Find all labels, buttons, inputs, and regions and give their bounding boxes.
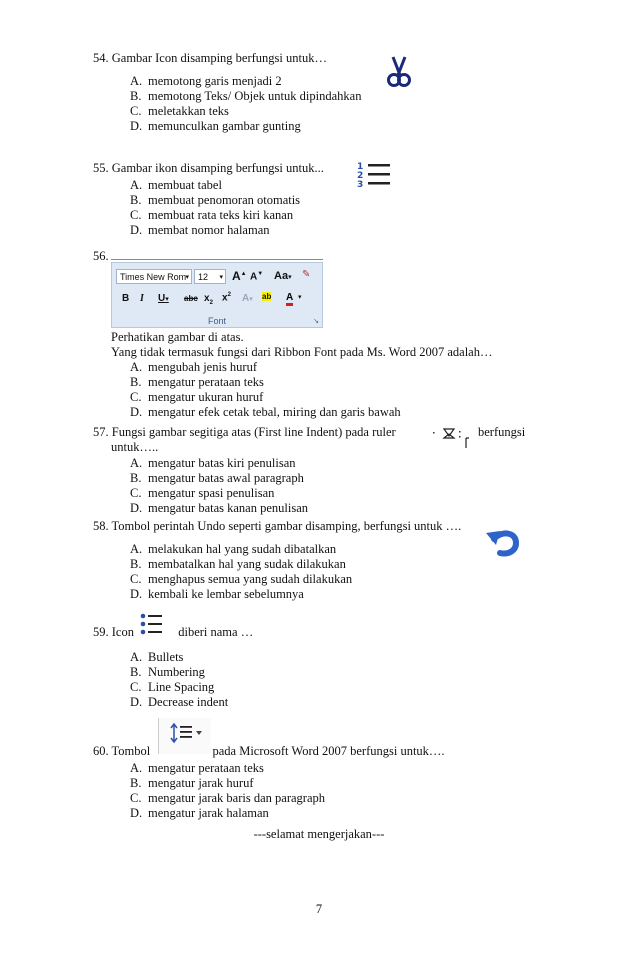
- question-60: [93, 744, 543, 821]
- ribbon-font-group: [111, 262, 323, 328]
- option: C. mengatur jarak baris dan paragraph: [130, 791, 326, 805]
- question-57-options: [130, 456, 533, 516]
- question-60-stem-tail: pada Microsoft Word 2007 berfungsi untuk….: [212, 744, 445, 758]
- svg-text:2: 2: [357, 171, 364, 181]
- chevron-down-icon: ▾: [219, 274, 223, 281]
- dialog-launcher-icon[interactable]: ↘: [313, 318, 319, 325]
- question-56-line1: Perhatikan gambar di atas.: [111, 330, 244, 344]
- option: B. mengatur perataan teks: [130, 375, 264, 389]
- text-effects-icon[interactable]: A▾: [242, 293, 253, 304]
- question-56-number: 56.: [93, 249, 109, 263]
- question-59-stem: 59. Icon: [93, 625, 134, 639]
- clear-formatting-icon[interactable]: ✎: [302, 269, 311, 280]
- question-55-stem: 55. Gambar ikon disamping berfungsi untuk...: [93, 161, 324, 175]
- question-56-options: [130, 360, 401, 420]
- option: A. mengatur perataan teks: [130, 761, 264, 775]
- question-54: [93, 51, 543, 134]
- question-56-line2: Yang tidak termasuk fungsi dari Ribbon Font pada Ms. Word 2007 adalah…: [111, 345, 493, 359]
- option: D. membat nomor halaman: [130, 223, 270, 237]
- question-58-stem: 58. Tombol perintah Undo seperti gambar disamping, berfungsi untuk ….: [93, 519, 462, 533]
- question-54-stem: 54. Gambar Icon disamping berfungsi untuk…: [93, 51, 327, 65]
- page-number: 7: [315, 902, 323, 916]
- font-name-dropdown[interactable]: Times New Rom ▾: [116, 269, 192, 284]
- option: D. kembali ke lembar sebelumnya: [130, 587, 304, 601]
- font-color-icon[interactable]: A: [286, 293, 293, 306]
- bullets-icon: [138, 612, 164, 638]
- question-55: [93, 161, 543, 238]
- option: C. menghapus semua yang sudah dilakukan: [130, 572, 353, 586]
- option: D. memunculkan gambar gunting: [130, 119, 301, 133]
- subscript-icon[interactable]: $x_2$: [204, 293, 213, 306]
- option: C. membuat rata teks kiri kanan: [130, 208, 294, 222]
- question-60-options: [130, 761, 543, 821]
- bold-icon[interactable]: B: [122, 293, 130, 304]
- option: A. mengubah jenis huruf: [130, 360, 258, 374]
- option: B. memotong Teks/ Objek untuk dipindahkan: [130, 89, 362, 103]
- option: B. membatalkan hal yang sudak dilakukan: [130, 557, 346, 571]
- superscript-icon[interactable]: $x^2$: [222, 292, 231, 304]
- option: C. Line Spacing: [130, 680, 215, 694]
- chevron-down-icon: ▾: [298, 294, 302, 301]
- option: D. mengatur efek cetak tebal, miring dan garis bawah: [130, 405, 401, 419]
- closing-text: ---selamat mengerjakan---: [253, 827, 385, 841]
- font-size-dropdown[interactable]: 12 ▾: [194, 269, 226, 284]
- shrink-font-icon[interactable]: A▼: [250, 271, 264, 283]
- undo-icon: [484, 527, 522, 559]
- ribbon-top-rule: [111, 259, 323, 260]
- strikethrough-icon[interactable]: abc: [184, 294, 198, 303]
- question-57-stem: 57. Fungsi gambar segitiga atas (First line Indent) pada ruler: [93, 425, 396, 439]
- highlight-icon[interactable]: ab: [262, 292, 272, 301]
- numbering-icon: [356, 160, 392, 190]
- question-58: [93, 519, 543, 602]
- option: A. melakukan hal yang sudah dibatalkan: [130, 542, 337, 556]
- grow-font-icon[interactable]: A▲: [232, 269, 247, 283]
- option: D. Decrease indent: [130, 695, 229, 709]
- option: D. mengatur batas kanan penulisan: [130, 501, 309, 515]
- question-58-options: [130, 542, 543, 602]
- svg-text:3: 3: [357, 180, 364, 190]
- option: C. meletakkan teks: [130, 104, 229, 118]
- question-55-options: [130, 178, 543, 238]
- question-57-stem-tail: berfungsi: [478, 425, 526, 439]
- line-spacing-icon: [169, 722, 209, 746]
- first-line-indent-icon: [432, 426, 472, 450]
- option: B. mengatur jarak huruf: [130, 776, 254, 790]
- chevron-down-icon: ▾: [185, 274, 189, 281]
- svg-text:1: 1: [357, 162, 364, 172]
- option: A. memotong garis menjadi 2: [130, 74, 282, 88]
- scissors-icon: [386, 55, 412, 89]
- option: C. mengatur spasi penulisan: [130, 486, 275, 500]
- question-60-stem: 60. Tombol: [93, 744, 151, 758]
- option: C. mengatur ukuran huruf: [130, 390, 264, 404]
- option: B. membuat penomoran otomatis: [130, 193, 301, 207]
- option: A. mengatur batas kiri penulisan: [130, 456, 296, 470]
- line-spacing-button: [158, 718, 211, 754]
- underline-icon[interactable]: U▾: [158, 293, 169, 304]
- question-59-stem-tail: diberi nama …: [178, 625, 254, 639]
- change-case-icon[interactable]: Aa▾: [274, 270, 292, 282]
- ribbon-group-label: Font: [207, 316, 226, 326]
- option: A. membuat tabel: [130, 178, 222, 192]
- option: A. Bullets: [130, 650, 184, 664]
- question-57-stem-cont: untuk…..: [111, 440, 159, 454]
- option: D. mengatur jarak halaman: [130, 806, 269, 820]
- question-54-options: [130, 74, 543, 134]
- option: B. Numbering: [130, 665, 205, 679]
- question-59-options: [130, 650, 543, 710]
- italic-icon[interactable]: I: [140, 293, 144, 304]
- option: B. mengatur batas awal paragraph: [130, 471, 304, 485]
